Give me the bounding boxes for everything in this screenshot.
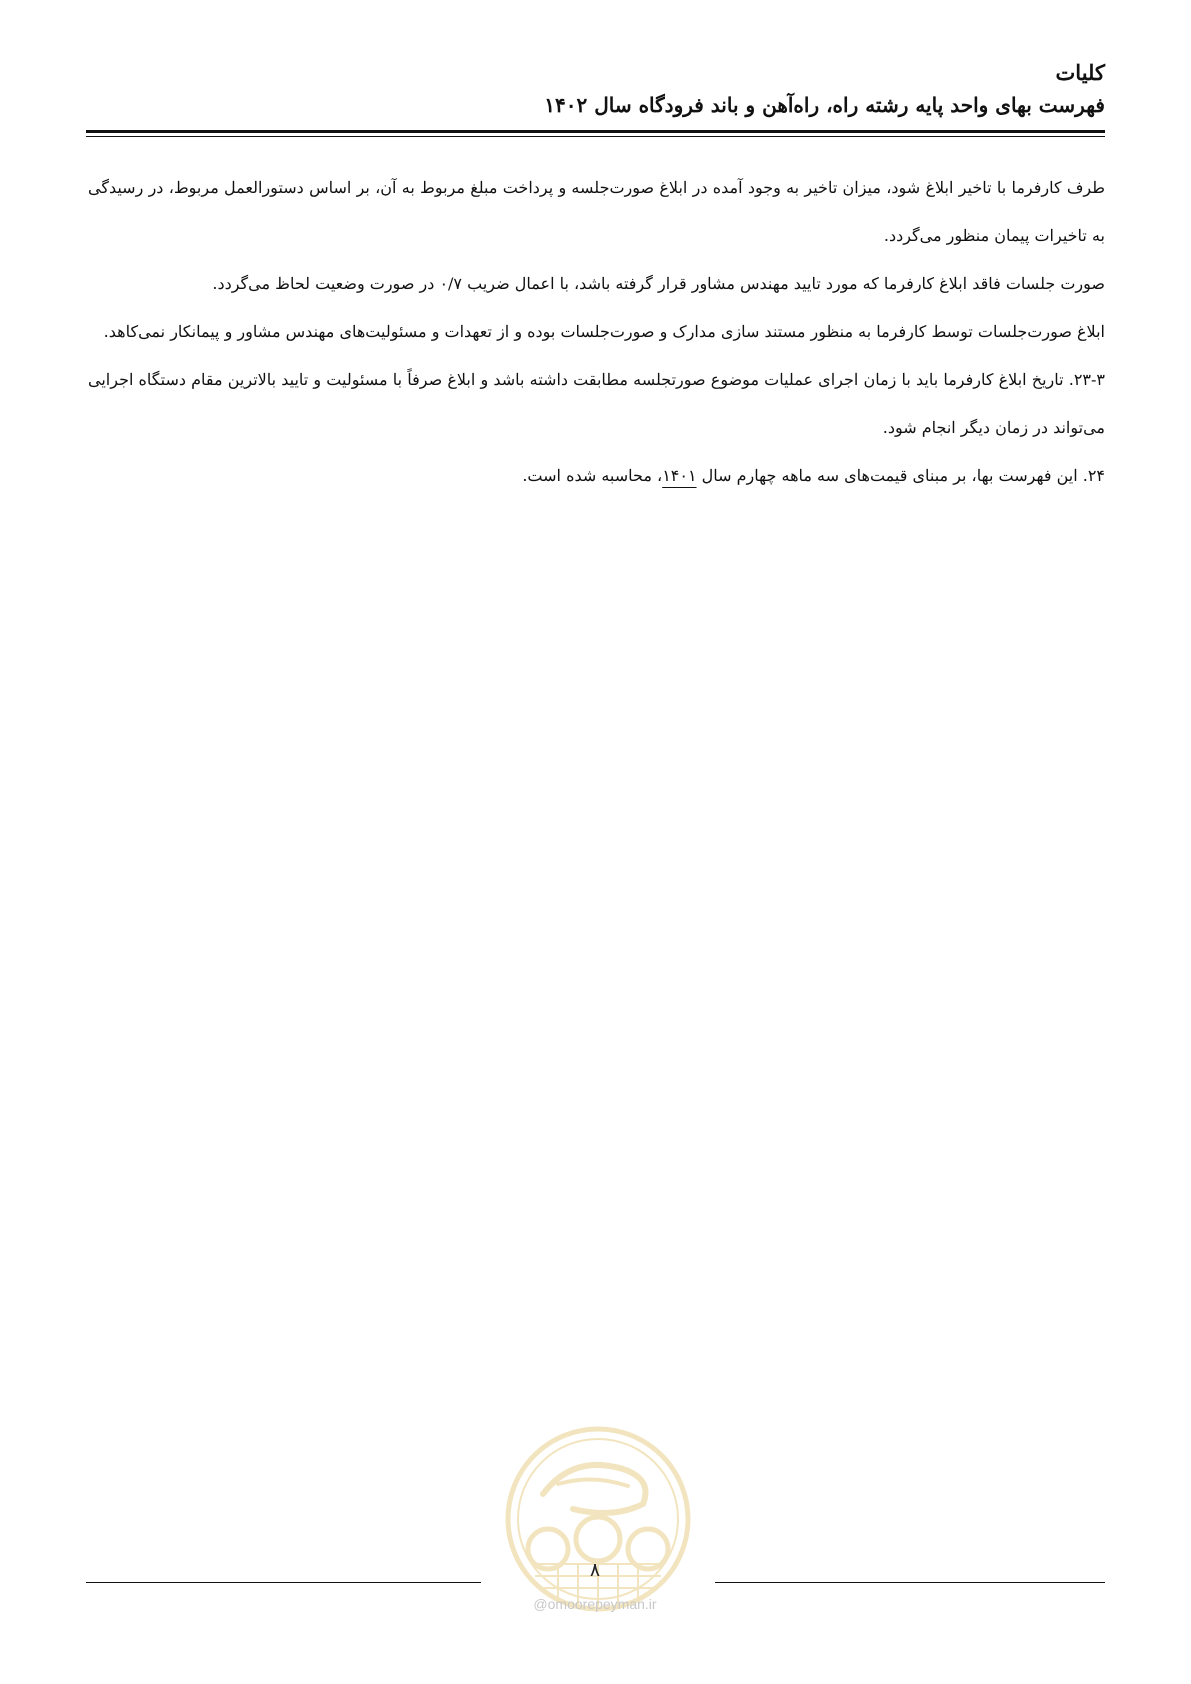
section-title: کلیات [1055,60,1105,85]
header-rule-thin [86,136,1105,137]
paragraph-4: ۲۳-۳. تاریخ ابلاغ کارفرما باید با زمان اجرای عملیات موضوع صورتجلسه مطابقت داشته باشد و ابلاغ صرفاً با مسئولیت و تایید بالاترین مقام دستگاه اجرایی می‌تواند در زمان دیگر انجام شود. [88,370,1105,437]
watermark-logo [503,1424,693,1614]
paragraph-5-end: ، محاسبه شده است. [522,466,663,485]
body-text [88,164,1105,500]
footer-rule-left [86,1582,481,1583]
paragraph-3: ابلاغ صورت‌جلسات توسط کارفرما به منظور مستند سازی مدارک و صورت‌جلسات بوده و از تعهدات و مسئولیت‌های مهندس مشاور و پیمانکار نمی‌کاهد. [103,322,1105,341]
footer-rule-right [715,1582,1105,1583]
document-title: فهرست بهای واحد پایه رشته راه، راه‌آهن و باند فرودگاه سال ۱۴۰۲ [544,93,1105,117]
paragraph-2: صورت جلسات فاقد ابلاغ کارفرما که مورد تایید مهندس مشاور قرار گرفته باشد، با اعمال ضریب ۰/۷ در صورت وضعیت لحاظ می‌گردد. [212,274,1105,293]
header-rule-thick [86,130,1105,133]
paragraph-5 [88,452,1105,500]
page-header [86,58,1105,120]
paragraph-5-start: ۲۴. این فهرست بها، بر مبنای قیمت‌های سه ماهه چهارم سال [696,466,1105,485]
paragraph-1: طرف کارفرما با تاخیر ابلاغ شود، میزان تاخیر به وجود آمده در ابلاغ صورت‌جلسه و پرداخت مبلغ مربوط به آن، بر اساس دستورالعمل مربوط، در رسیدگی به تاخیرات پیمان منظور می‌گردد. [88,178,1105,245]
base-year: ۱۴۰۱ [662,466,697,485]
website-watermark: @omoorepeyman.ir [533,1596,657,1612]
page-number: ۸ [589,1559,601,1581]
